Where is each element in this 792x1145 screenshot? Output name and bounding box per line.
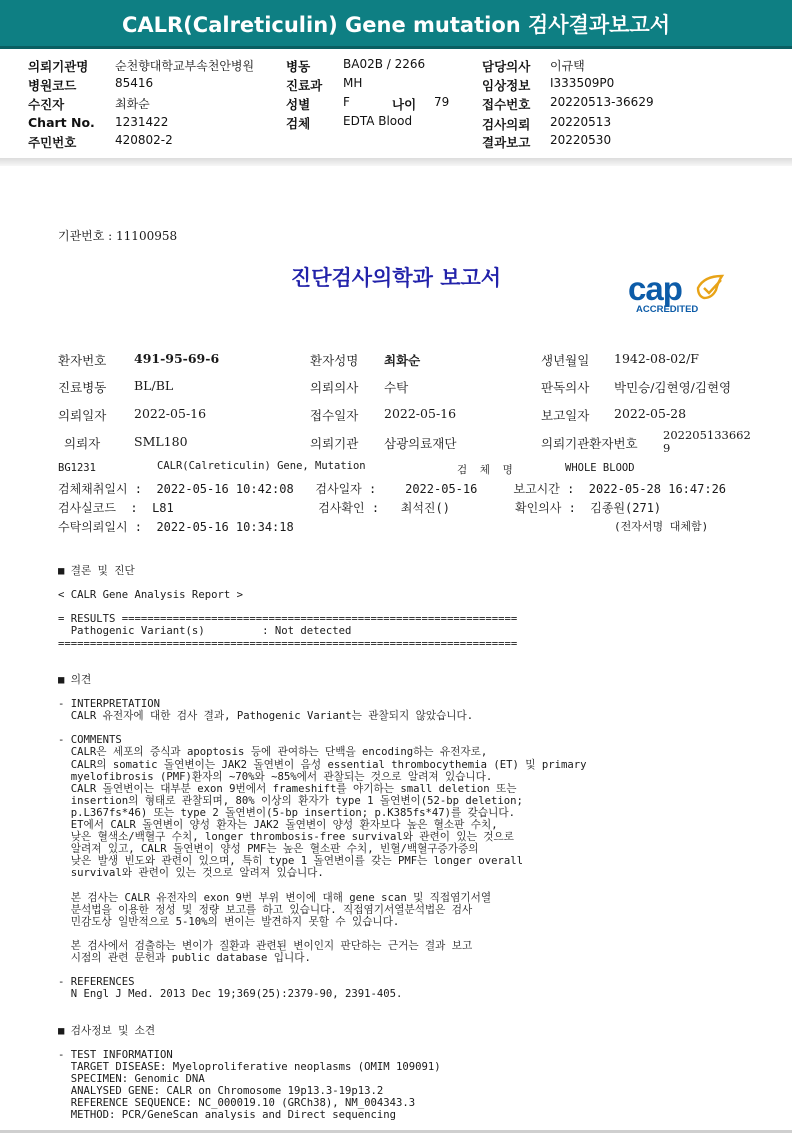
report-line: ■ 검사정보 및 소견 <box>58 1024 156 1037</box>
patient-value: 2022-05-16 <box>384 406 457 421</box>
test-request-line: 수탁의뢰일시 : 2022-05-16 10:34:18 <box>58 520 294 534</box>
patient-value: 삼광의료재단 <box>384 436 457 451</box>
header-value: 이규택 <box>550 59 585 73</box>
cap-logo-subtitle: ACCREDITED <box>636 304 699 315</box>
patient-label: 보고일자 <box>541 408 590 423</box>
report-line <box>58 722 778 734</box>
patient-value: BL/BL <box>134 378 174 393</box>
patient-value: 2022-05-16 <box>134 406 207 421</box>
report-line: ET에서 CALR 돌연변이 양성 환자는 JAK2 돌연변이 양성 환자보다 높은 혈소판 수치, <box>58 818 498 831</box>
report-line: SPECIMEN: Genomic DNA <box>58 1072 205 1085</box>
institution-number: 기관번호 : 11100958 <box>58 229 178 243</box>
header-label: 접수번호 <box>482 97 531 112</box>
header-label: Chart No. <box>28 115 95 130</box>
report-line: CALR 돌연변이는 대부분 exon 9번에서 frameshift를 야기하는 small deletion 또는 <box>58 782 517 795</box>
header-divider <box>0 158 792 166</box>
header-label: 검사의뢰 <box>482 117 531 132</box>
header-label: 담당의사 <box>482 59 531 74</box>
header-value: I333509P0 <box>550 76 615 90</box>
header-value: 20220530 <box>550 133 612 147</box>
report-header-title: CALR(Calreticulin) Gene mutation 검사결과보고서 <box>121 13 671 37</box>
report-line: - INTERPRETATION <box>58 698 161 711</box>
cap-accredited-logo <box>628 270 738 320</box>
cap-check-icon <box>694 272 728 302</box>
report-line: 낮은 혈색소/백혈구 수치, longer thrombosis-free survival와 관련이 있는 것으로 <box>58 831 514 844</box>
patient-value: 수탁 <box>384 380 409 395</box>
patient-label: 의뢰의사 <box>310 380 359 395</box>
report-body <box>58 565 778 1121</box>
report-line <box>58 650 778 662</box>
report-line <box>58 662 778 674</box>
patient-value: 박민승/김현영/김현영 <box>614 380 732 395</box>
header-label: 임상정보 <box>482 78 531 93</box>
patient-value: 2022-05-28 <box>614 406 687 421</box>
header-value: 420802-2 <box>115 133 173 147</box>
report-line: TARGET DISEASE: Myeloproliferative neoplasms (OMIM 109091) <box>58 1060 441 1073</box>
header-label: 병동 <box>286 59 311 74</box>
header-label: 결과보고 <box>482 135 531 150</box>
specimen-value: WHOLE BLOOD <box>565 462 635 474</box>
report-line <box>58 601 778 613</box>
report-line: Pathogenic Variant(s) : Not detected <box>58 625 352 638</box>
header-label: 수진자 <box>28 97 65 112</box>
header-label: 병원코드 <box>28 78 77 93</box>
report-line: p.L367fs*46) 또는 type 2 돌연변이(5-bp insertion; p.K385fs*47)를 갖습니다. <box>58 806 515 819</box>
header-value: 순천향대학교부속천안병원 <box>115 59 255 73</box>
report-line: CALR의 somatic 돌연변이는 JAK2 돌연변이 음성 essential thrombocythemia (ET) 및 primary <box>58 758 587 771</box>
patient-value: 1942-08-02/F <box>614 351 699 366</box>
header-value: 20220513-36629 <box>550 95 654 109</box>
report-line: N Engl J Med. 2013 Dec 19;369(25):2379-90, 2391-405. <box>58 988 403 1001</box>
patient-label: 의뢰기관 <box>310 436 359 451</box>
report-line <box>58 1012 778 1024</box>
patient-value: 202205133662 <box>663 428 751 442</box>
header-label: 주민번호 <box>28 135 77 150</box>
patient-label: 환자번호 <box>58 353 107 368</box>
header-label: 검체 <box>286 116 311 131</box>
report-line: CALR 유전자에 대한 검사 결과, Pathogenic Variant는 관찰되지 않았습니다. <box>58 710 474 723</box>
header-value: 20220513 <box>550 115 612 129</box>
report-line: 낮은 발생 빈도와 관련이 있으며, 특히 type 1 돌연변이를 갖는 PMF는 longer overall <box>58 855 523 868</box>
report-title: 진단검사의학과 보고서 <box>290 266 502 290</box>
report-line: 시점의 관련 문헌과 public database 입니다. <box>58 952 311 964</box>
report-line <box>58 964 778 976</box>
report-line: 본 검사는 CALR 유전자의 exon 9번 부위 변이에 대해 gene scan 및 직접염기서열 <box>58 891 492 904</box>
report-line: 알려져 있고, CALR 돌연변이 양성 PMF는 높은 혈소판 수치, 빈혈/백혈구증가증의 <box>58 843 479 856</box>
report-line <box>58 1037 778 1049</box>
header-value: 85416 <box>115 76 154 90</box>
test-check-line: 검사실코드 : L81 검사확인 : 최석진() 확인의사 : 김종원(271) <box>58 501 662 515</box>
report-header-bar <box>0 0 792 49</box>
patient-value: SML180 <box>134 434 188 449</box>
patient-name: 최화순 <box>384 353 421 368</box>
header-value: MH <box>343 76 363 90</box>
esign-note: (전자서명 대체함) <box>614 520 709 533</box>
age-value: 79 <box>434 95 450 109</box>
report-line: 본 검사에서 검출하는 변이가 질환과 관련된 변이인지 판단하는 근거는 결과 보고 <box>58 939 473 952</box>
header-value: EDTA Blood <box>343 114 413 128</box>
test-code: BG1231 <box>58 462 96 474</box>
report-line <box>58 879 778 891</box>
report-line: = RESULTS ============================================================== <box>58 613 518 626</box>
report-line: myelofibrosis (PMF)환자의 ~70%와 ~85%에서 관찰되는 것으로 알려져 있습니다. <box>58 770 493 783</box>
header-label: 성별 <box>286 97 311 112</box>
age-label: 나이 <box>392 97 417 112</box>
patient-label: 진료병동 <box>58 380 107 395</box>
report-line <box>58 686 778 698</box>
report-line: CALR은 세포의 증식과 apoptosis 등에 관여하는 단백을 encoding하는 유전자로, <box>58 746 488 759</box>
report-line: REFERENCE SEQUENCE: NC_000019.10 (GRCh38), NM_004343.3 <box>58 1097 416 1110</box>
report-line: survival와 관련이 있는 것으로 알려져 있습니다. <box>58 867 324 880</box>
header-label: 의뢰기관명 <box>28 59 89 74</box>
report-line: insertion의 형태로 관찰되며, 80% 이상의 환자가 type 1 돌연변이(52-bp deletion; <box>58 794 523 807</box>
header-value: 1231422 <box>115 115 169 129</box>
report-line: < CALR Gene Analysis Report > <box>58 589 243 602</box>
specimen-label: 검 체 명 <box>457 464 513 476</box>
header-value: F <box>343 95 350 109</box>
patient-id: 491-95-69-6 <box>134 351 220 366</box>
cap-logo-word: cap <box>628 270 682 307</box>
report-line <box>58 577 778 589</box>
patient-label: 의뢰일자 <box>58 408 107 423</box>
report-line: - TEST INFORMATION <box>58 1048 173 1061</box>
report-line: - REFERENCES <box>58 976 135 989</box>
report-line: 민감도상 일반적으로 5-10%의 변이는 발견하지 못할 수 있습니다. <box>58 915 400 928</box>
test-name: CALR(Calreticulin) Gene, Mutation <box>157 460 366 472</box>
patient-value-wrap: 9 <box>663 441 671 455</box>
header-value: BA02B / 2266 <box>343 57 426 71</box>
patient-label: 환자성명 <box>310 353 359 368</box>
header-label: 진료과 <box>286 78 323 93</box>
report-line <box>58 1000 778 1012</box>
patient-label: 의뢰기관환자번호 <box>541 436 638 451</box>
test-times-line: 검체채취일시 : 2022-05-16 10:42:08 검사일자 : 2022-05-16 보고시간 : 2022-05-28 16:47:26 <box>58 482 727 496</box>
patient-label: 판독의사 <box>541 380 590 395</box>
report-line: ======================================================================== <box>58 637 518 650</box>
report-line: METHOD: PCR/GeneScan analysis and Direct sequencing <box>58 1109 397 1122</box>
report-line: ■ 결론 및 진단 <box>58 565 135 577</box>
report-line: ■ 의견 <box>58 673 92 686</box>
footer-divider <box>0 1130 792 1133</box>
report-line: - COMMENTS <box>58 734 122 747</box>
patient-label: 의뢰자 <box>64 436 101 451</box>
patient-label: 접수일자 <box>310 408 359 423</box>
patient-label: 생년월일 <box>541 353 590 368</box>
header-value: 최화순 <box>115 97 150 111</box>
report-line <box>58 928 778 940</box>
report-line: 분석법을 이용한 정성 및 정량 보고를 하고 있습니다. 직접염기서열분석법은 검사 <box>58 903 473 916</box>
report-line: ANALYSED GENE: CALR on Chromosome 19p13.3-19p13.2 <box>58 1085 384 1098</box>
